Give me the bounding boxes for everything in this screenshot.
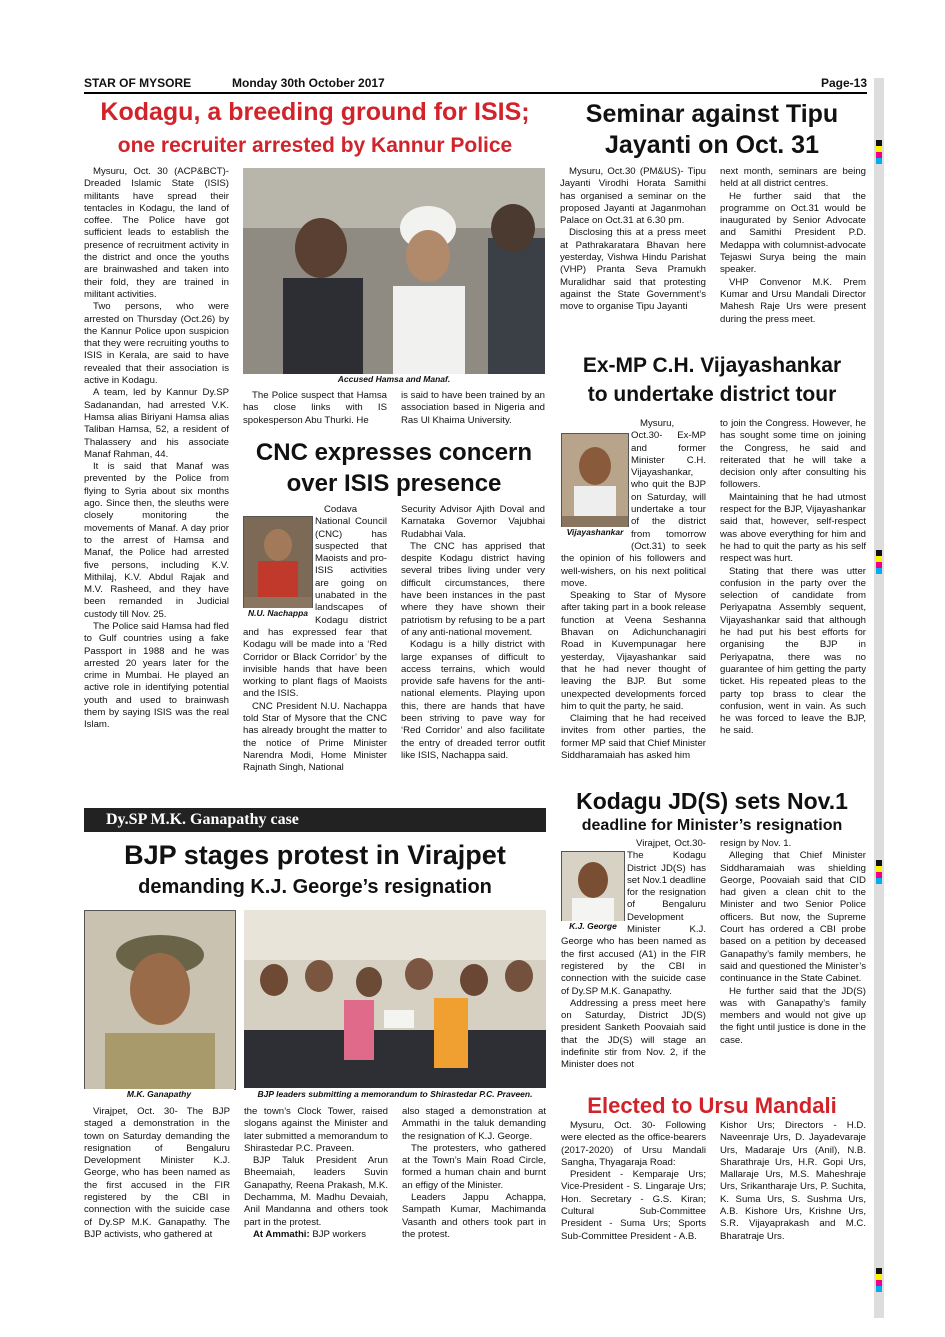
paragraph: Mysuru, Oct.30 (PM&US)- Tipu Jayanti Virodhi Horata Samithi has organised a seminar on the proposed Jayanti at Jaganmohan Palace on Oct.31 at 6.30 pm. (560, 166, 706, 227)
paragraph (244, 1229, 388, 1241)
banner-label: Dy.SP M.K. Ganapathy case (106, 811, 299, 828)
ursu-column-1 (561, 1120, 706, 1243)
paragraph: Disclosing this at a press meet at Pathrakaratara Bhavan here yesterday, Vishwa Hindu Parishat (VHP) Pranta Seva Pramukh Muralidhar said that protesting against the State Government’s move to organise Tipu Jayanti (560, 227, 706, 313)
vijayashankar-caption: Vijayashankar (561, 527, 629, 539)
cnc-column-2 (401, 504, 545, 762)
photo-placeholder-icon (244, 910, 546, 1088)
ganapathy-photo (84, 910, 236, 1090)
paragraph: President - Kemparaje Urs; Vice-President - S. Lingaraje Urs; Hon. Secretary - G.S. Kiran; Cultural Sub-Committee President - Suma Urs; Sports Sub-Committee President - A.B. (561, 1169, 706, 1242)
ganapathy-caption: M.K. Ganapathy (84, 1089, 234, 1101)
paragraph-tail: BJP workers (312, 1228, 367, 1240)
bjp-column-2 (244, 1106, 388, 1241)
paragraph: Addressing a press meet here on Saturday, District JD(S) president Sanketh Poovaiah said that the JD(S) will stage an indefinite stir from Nov. 2, if the Minister does not (561, 997, 706, 1071)
bjp-subheadline: demanding K.J. George’s resignation (138, 876, 492, 898)
paragraph: resign by Nov. 1. (720, 838, 792, 849)
jds-column-1 (561, 838, 706, 1072)
paragraph: He further said that the JD(S) was with Ganapathy’s family members and would not give up the fight until justice is done in the case. (720, 985, 866, 1046)
paragraph: The Police suspect that Hamsa has close links with IS spokesperson Abu Thurki. He (243, 390, 387, 426)
color-register-marks-4 (876, 1268, 882, 1292)
tipu-headline: Seminar against Tipu (585, 100, 839, 128)
tipu-column-2 (720, 166, 866, 326)
photo-placeholder-icon (243, 168, 545, 374)
paragraph: He further said that the programme on Oct.31 would be inaugurated by Senior Advocate and Samithi President P.D. Medappa with columnist-advocate Tejaswi Surya being the main speaker. (720, 190, 866, 276)
paragraph: Security Advisor Ajith Doval and Karnataka Governor Vajubhai Rudabhai Vala. (401, 504, 545, 540)
page-number: Page-13 (820, 76, 867, 90)
paragraph: Speaking to Star of Mysore after taking part in a book release function at Veena Seshanna Bhavan on Adichunchanagiri Road in Kuvempunagar here yesterday, Vijayashankar said that he had never thought of leaving the BJP. But some unexpected developments forced him to quit the party, he said. (561, 590, 706, 712)
george-caption: K.J. George (561, 921, 625, 933)
isis-column-1 (84, 166, 229, 732)
paragraph: Codava National Council (CNC) has suspected that Maoists and pro-ISIS activities are going on unabated in the landscapes of Kodagu district and has expressed fear that Kodagu will be made into a ‘Red Corridor or Black Corridor’ by the invisible hands that have been working to plant flags of Maoists and the ISIS. (243, 504, 387, 700)
photo-float-spacer (561, 418, 631, 542)
jds-headline: Kodagu JD(S) sets Nov.1 (576, 788, 848, 814)
jds-column-2 (720, 838, 866, 1047)
paragraph: Virajpet, Oct.30- The Kodagu District JD(S) has set Nov.1 deadline for the resignation of Bengaluru Development Minister K.J. George who has been named as the first accused (A1) in the FIR registered by the CBI in connection with the suicide case of Dy.SP M.K. Ganapathy. (561, 838, 706, 997)
isis-column-3 (401, 390, 545, 427)
paragraph: The protesters, who gathered at the Town’s Main Road Circle, formed a human chain and burnt an effigy of the Minister. (402, 1142, 546, 1191)
paragraph: Mysuru, Oct. 30- Following were elected as the office-bearers (2017-2020) of Ursu Mandali Sangha, Thyagaraja Road: (561, 1120, 706, 1168)
bjp-photo-caption: BJP leaders submitting a memorandum to Shirastedar P.C. Praveen. (244, 1089, 546, 1101)
newspaper-name: STAR OF MYSORE (84, 76, 192, 90)
paragraph: Claiming that he had received invites from other parties, the former MP said that Chief Minister Siddharamaiah has asked him (561, 713, 706, 762)
color-register-marks-1 (876, 140, 882, 164)
isis-column-2 (243, 390, 387, 427)
bjp-column-3 (402, 1106, 546, 1241)
paragraph: Stating that there was utter confusion in the party over the selection of candidate from Periyapatna Assembly sequent, Vijayashankar said that although he had put his best efforts for organising the BJP in Periyapatna, there was no guarantee of him getting the party ticket. His repeated pleas to the party top brass to clear the confusion, went in vain. As such he was forced to leave the BJP, he said. (720, 565, 866, 737)
ursu-column-2 (720, 1120, 866, 1243)
paragraph: It is said that Manaf was prevented by the Police from flying to Syria about six months ago. Since then, the sleuths were closely monitoring the movements of Manaf. A day prior to the arrest of Hamsa and Manaf, the Police had arrested five persons, including K.V. Mithilaj, K.V. Abdul Rajak and M.V. Rasheed, and they have been remanded in Judicial custody till Nov. 25. (84, 461, 229, 620)
vijay-column-1 (561, 418, 706, 762)
bjp-protest-photo (244, 910, 546, 1088)
paragraph: Mysuru, Oct. 30 (ACP&BCT)- Dreaded Islamic State (ISIS) militants have spread their tentacles in Kodagu, the land of coffee. The Police have got sufficient leads to establish the presence of recruitment activity in the district and once the youths are brainwashed and taken into their fold, they are trained in militant activities. (84, 166, 229, 300)
issue-date: Monday 30th October 2017 (232, 76, 385, 90)
vijay-headline: Ex-MP C.H. Vijayashankar (582, 354, 842, 377)
paragraph: Leaders Jappu Achappa, Sampath Kumar, Machimanda Vasanth and others took part in the protest. (402, 1192, 546, 1240)
paragraph: Virajpet, Oct. 30- The BJP staged a demonstration in the town on Saturday demanding the resignation of Bengaluru Development Minister K.J. George, who has been named as the first accused in the FIR registered by the CBI in connection with the suicide case of Dy.SP M.K. Ganapathy. The BJP activists, who gathered at (84, 1106, 230, 1240)
registration-strip (874, 78, 884, 1318)
paragraph: to join the Congress. However, he has sought some time on joining the Congress, he said and reiterated that he will take a decision only after consulting his followers. (720, 418, 866, 491)
paragraph: Two persons, who were arrested on Thursday (Oct.26) by the Kannur Police upon suspicion that they were recruiting youths to ISIS in Kerala, are said to have revealed that their association is active in Kodagu. (84, 301, 229, 387)
bjp-headline: BJP stages protest in Virajpet (124, 840, 506, 870)
cnc-headline: CNC expresses concern (255, 439, 533, 466)
cnc-subheadline: over ISIS presence (286, 470, 502, 497)
paragraph: BJP Taluk President Arun Bheemaiah, leaders Suvin Ganapathy, Reena Prakash, M.K. Dechamma, M. Madhu Devaiah, Anil Mandanna and others took part in the protest. (244, 1155, 388, 1228)
paragraph: Mysuru, Oct.30- Ex-MP and former Minister C.H. Vijayashankar, who quit the BJP on Saturday, will undertake a tour of the district from tomorrow (Oct.31) to seek the opinion of his followers and well-wishers, on his next political move. (561, 418, 706, 589)
paragraph: VHP Convenor M.K. Prem Kumar and Ursu Mandali Director Mahesh Raje Urs were present during the press meet. (720, 276, 866, 325)
paragraph: CNC President N.U. Nachappa told Star of Mysore that the CNC has already brought the matter to the notice of Prime Minister Narendra Modi, Home Minister Rajnath Singh, National (243, 700, 387, 774)
tipu-column-1 (560, 166, 706, 314)
paragraph: The Police said Hamsa had fled to Gulf countries using a fake Passport in 1988 and he was arrested 20 years later for the crime in Mumbai. He played an active role in identifying potential youth and used to brainwash them by saying ISIS was the real Islam. (84, 620, 229, 731)
portrait-icon (85, 911, 235, 1089)
isis-photo-caption: Accused Hamsa and Manaf. (243, 374, 545, 386)
paragraph: the town’s Clock Tower, raised slogans against the Minister and later submitted a memorandum to Shirastedar P.C. Praveen. (244, 1106, 388, 1154)
vijay-subheadline: to undertake district tour (587, 383, 837, 406)
vijay-column-2 (720, 418, 866, 738)
nachappa-caption: N.U. Nachappa (243, 608, 313, 620)
isis-headline: Kodagu, a breeding ground for ISIS; (100, 98, 530, 126)
paragraph: is said to have been trained by an association based in Nigeria and Ras Ul Khaima University. (401, 390, 545, 426)
color-register-marks-2 (876, 550, 882, 574)
subhead: At Ammathi: (253, 1228, 310, 1240)
section-banner (84, 808, 546, 832)
ursu-headline: Elected to Ursu Mandali (587, 1093, 837, 1118)
cnc-column-1 (243, 504, 387, 775)
paragraph: also staged a demonstration at Ammathi in the taluk demanding the resignation of K.J. George. (402, 1106, 546, 1142)
paragraph: Maintaining that he had utmost respect for the BJP, Vijayashankar said that, however, self-respect was above everything for him and he had to quit the party as his self respect was hurt. (720, 491, 866, 565)
page-header (84, 76, 867, 92)
header-rule (84, 92, 867, 94)
tipu-subheadline: Jayanti on Oct. 31 (605, 131, 819, 159)
paragraph: Kishor Urs; Directors - H.D. Naveenraje Urs, D. Jayadevaraje Urs, Madaraje Urs (Anil), N.B. Sharathraje Urs, H.R. Gopi Urs, Mallaraje Urs, M.S. Maheshraje Urs, Srikantharaje Urs, P. Suchita, K. Suma Urs, S. Sushma Urs, A.B. Kishore Urs, Krishne Urs, S.R. Vijayaprakash and M.C. Bharatraje Urs. (720, 1120, 866, 1242)
photo-float-spacer (243, 504, 315, 624)
isis-arrest-photo (243, 168, 545, 374)
color-register-marks-3 (876, 860, 882, 884)
paragraph: Kodagu is a hilly district with large expanses of difficult to access terrains, which would provide safe havens for the anti-national elements. Playing upon this, there are hands that have been striving to pave way for ‘Red Corridor’ and also facilitate the entry of dreaded terror outfit like ISIS, Nachappa said. (401, 639, 545, 761)
photo-float-spacer (561, 838, 627, 934)
paragraph: The CNC has apprised that despite Kodagu district having several tribes living under very difficult circumstances, there have been instances in the past where they have shown their patriotism by refusing to be a part of any anti-national movement. (401, 540, 545, 638)
paragraph: A team, led by Kannur Dy.SP Sadanandan, had arrested V.K. Hamsa alias Biriyani Hamsa alias Taliban Hamsa, 52, a resident of Thalassery and his associate Manaf Rahman, 44. (84, 387, 229, 460)
paragraph: next month, seminars are being held at all district centres. (720, 166, 866, 190)
paragraph: Alleging that Chief Minister Siddharamaiah was shielding George, Poovaiah said that CID had given a clean chit to the Minister and two Senior Police officers. But now, the Supreme Court has ordered a CBI probe based on a petition by deceased Ganapathy’s family members, he said and questioned the Minister’s continuance in the State Cabinet. (720, 850, 866, 985)
jds-subheadline: deadline for Minister’s resignation (581, 817, 843, 834)
isis-subheadline: one recruiter arrested by Kannur Police (117, 134, 513, 157)
bjp-column-1 (84, 1106, 230, 1241)
